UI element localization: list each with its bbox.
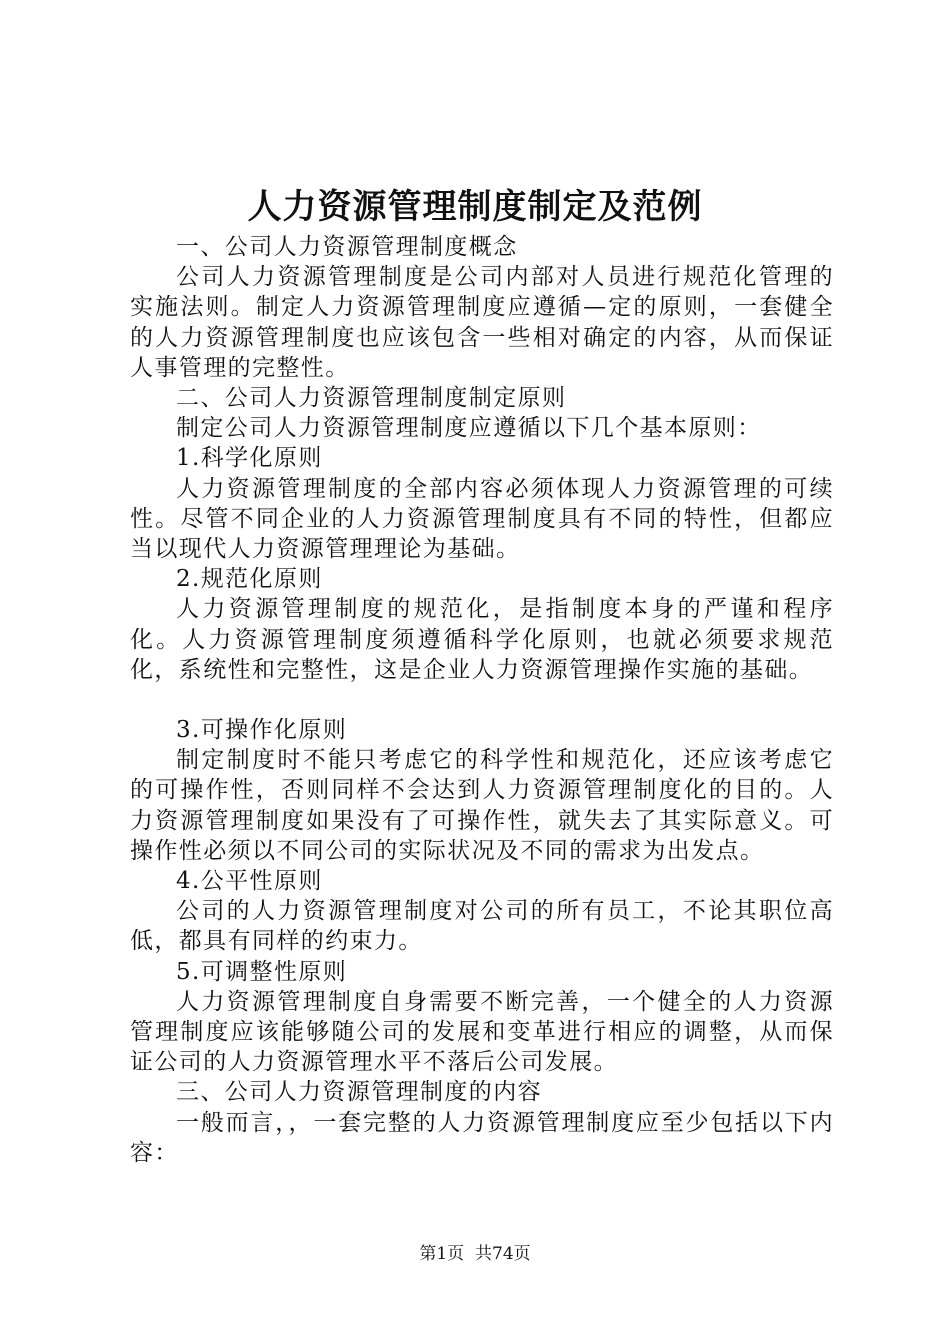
- paragraph: 制定制度时不能只考虑它的科学性和规范化，还应该考虑它的可操作性，否则同样不会达到人力资源管理制度化的目的。人力资源管理制度如果没有了可操作性，就失去了其实际意义。可操作性必须以不同公司的实际状况及不同的需求为出发点。: [130, 747, 834, 864]
- paragraph: 公司人力资源管理制度是公司内部对人员进行规范化管理的实施法则。制定人力资源管理制度应遵循—定的原则，一套健全的人力资源管理制度也应该包含一些相对确定的内容，从而保证人事管理的完整性。: [130, 264, 834, 381]
- paragraph: 公司的人力资源管理制度对公司的所有员工，不论其职位高低，都具有同样的约束力。: [130, 898, 834, 955]
- section-heading: 三、公司人力资源管理制度的内容: [176, 1079, 542, 1106]
- page-number: 第1页: [419, 1244, 465, 1264]
- document-body: [130, 232, 834, 1168]
- section-heading: 一、公司人力资源管理制度概念: [176, 234, 518, 260]
- section-heading: 二、公司人力资源管理制度制定原则: [176, 385, 567, 412]
- paragraph: 人力资源管理制度的规范化，是指制度本身的严谨和程序化。人力资源管理制度须遵循科学化原则，也就必须要求规范化，系统性和完整性，这是企业人力资源管理操作实施的基础。: [130, 596, 834, 683]
- page-footer: [0, 1242, 950, 1266]
- paragraph: 一般而言，，一套完整的人力资源管理制度应至少包括以下内容：: [130, 1109, 834, 1166]
- subsection-heading: 5.可调整性原则: [176, 958, 348, 985]
- paragraph: 人力资源管理制度自身需要不断完善，一个健全的人力资源管理制度应该能够随公司的发展和变革进行相应的调整，从而保证公司的人力资源管理水平不落后公司发展。: [130, 988, 834, 1076]
- page-total: 共74页: [475, 1244, 531, 1264]
- subsection-heading: 1.科学化原则: [176, 445, 323, 472]
- subsection-heading: 2.规范化原则: [176, 566, 323, 593]
- subsection-heading: 3.可操作化原则: [176, 717, 348, 744]
- paragraph: 制定公司人力资源管理制度应遵循以下几个基本原则：: [176, 415, 762, 442]
- document-title: 人力资源管理制度制定及范例: [247, 187, 703, 227]
- paragraph: 人力资源管理制度的全部内容必须体现人力资源管理的可续性。尽管不同企业的人力资源管理制度具有不同的特性，但都应当以现代人力资源管理理论为基础。: [130, 475, 834, 563]
- subsection-heading: 4.公平性原则: [176, 868, 323, 895]
